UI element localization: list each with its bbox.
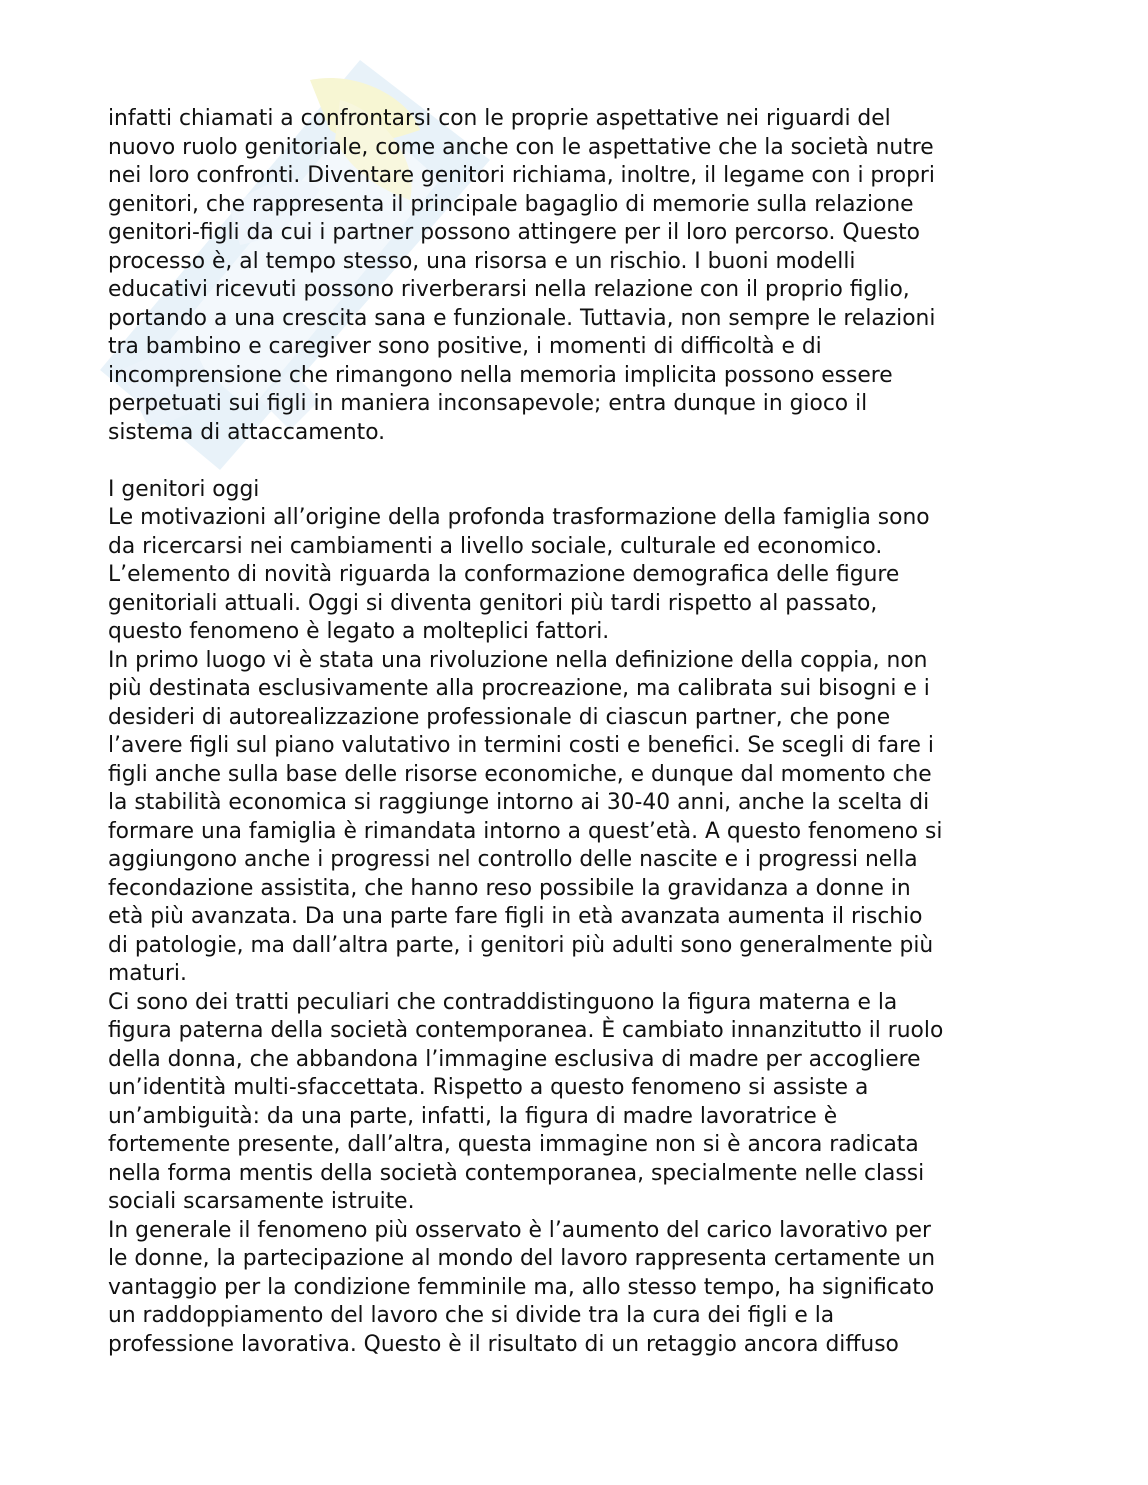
text-line: un’ambiguità: da una parte, infatti, la figura di madre lavoratrice è bbox=[108, 1103, 838, 1129]
text-line: In generale il fenomeno più osservato è l’aumento del carico lavorativo per bbox=[108, 1217, 932, 1243]
text-line: L’elemento di novità riguarda la conformazione demografica delle figure bbox=[108, 562, 900, 587]
text-line: perpetuati sui figli in maniera inconsapevole; entra dunque in gioco il bbox=[108, 391, 868, 416]
paragraph-couple bbox=[108, 647, 1068, 989]
text-line: fortemente presente, dall’altra, questa immagine non si è ancora radicata bbox=[108, 1132, 919, 1157]
text-line: le donne, la partecipazione al mondo del lavoro rappresenta certamente un bbox=[108, 1246, 936, 1271]
text-line: incomprensione che rimangono nella memoria implicita possono essere bbox=[108, 362, 893, 388]
text-line: la stabilità economica si raggiunge intorno ai 30-40 anni, anche la scelta di bbox=[108, 790, 930, 815]
text-line: un raddoppiamento del lavoro che si divide tra la cura dei figli e la bbox=[108, 1303, 835, 1328]
paragraph-workload bbox=[108, 1217, 1068, 1360]
text-line: tra bambino e caregiver sono positive, i momenti di difficoltà e di bbox=[108, 334, 822, 359]
text-line: vantaggio per la condizione femminile ma, allo stesso tempo, ha significato bbox=[108, 1274, 935, 1300]
text-line: genitoriali attuali. Oggi si diventa genitori più tardi rispetto al passato, bbox=[108, 590, 878, 616]
text-line: professione lavorativa. Questo è il risultato di un retaggio ancora diffuso bbox=[108, 1331, 899, 1357]
text-line: da ricercarsi nei cambiamenti a livello sociale, culturale ed economico. bbox=[108, 533, 883, 559]
paragraph-roles bbox=[108, 989, 1068, 1217]
document-body bbox=[108, 105, 1068, 1359]
text-line: nuovo ruolo genitoriale, come anche con le aspettative che la società nutre bbox=[108, 134, 934, 160]
text-line: Le motivazioni all’origine della profonda trasformazione della famiglia sono bbox=[108, 505, 930, 530]
text-line: maturi. bbox=[108, 961, 187, 986]
text-line: della donna, che abbandona l’immagine esclusiva di madre per accogliere bbox=[108, 1046, 921, 1072]
paragraph-intro bbox=[108, 105, 1068, 447]
text-line: età più avanzata. Da una parte fare figli in età avanzata aumenta il rischio bbox=[108, 904, 923, 929]
text-line: educativi ricevuti possono riverberarsi nella relazione con il proprio figlio, bbox=[108, 277, 910, 302]
text-line: desideri di autorealizzazione professionale di ciascun partner, che pone bbox=[108, 704, 891, 730]
text-line: questo fenomeno è legato a molteplici fattori. bbox=[108, 619, 610, 644]
paragraph-spacer bbox=[108, 447, 1068, 476]
text-line: figura paterna della società contemporanea. È cambiato innanzitutto il ruolo bbox=[108, 1018, 944, 1043]
text-line: un’identità multi-sfaccettata. Rispetto a questo fenomeno si assiste a bbox=[108, 1075, 869, 1100]
text-line: nei loro confronti. Diventare genitori richiama, inoltre, il legame con i propri bbox=[108, 163, 935, 188]
text-line: infatti chiamati a confrontarsi con le proprie aspettative nei riguardi del bbox=[108, 106, 891, 131]
text-line: aggiungono anche i progressi nel controllo delle nascite e i progressi nella bbox=[108, 847, 918, 872]
text-line: genitori-figli da cui i partner possono attingere per il loro percorso. Questo bbox=[108, 220, 920, 245]
text-line: nella forma mentis della società contemporanea, specialmente nelle classi bbox=[108, 1160, 925, 1186]
text-line: formare una famiglia è rimandata intorno a quest’età. A questo fenomeno si bbox=[108, 818, 943, 844]
text-line: fecondazione assistita, che hanno reso possibile la gravidanza a donne in bbox=[108, 875, 911, 901]
text-line: sistema di attaccamento. bbox=[108, 419, 386, 445]
text-line: di patologie, ma dall’altra parte, i genitori più adulti sono generalmente più bbox=[108, 932, 934, 958]
text-line: più destinata esclusivamente alla procreazione, ma calibrata sui bisogni e i bbox=[108, 676, 930, 701]
text-line: portando a una crescita sana e funzionale. Tuttavia, non sempre le relazioni bbox=[108, 305, 936, 331]
text-line: processo è, al tempo stesso, una risorsa e un rischio. I buoni modelli bbox=[108, 248, 856, 274]
text-line: l’avere figli sul piano valutativo in termini costi e benefici. Se scegli di fare i bbox=[108, 733, 934, 758]
text-line: In primo luogo vi è stata una rivoluzione nella definizione della coppia, non bbox=[108, 647, 928, 673]
section-heading: I genitori oggi bbox=[108, 476, 260, 502]
text-line: sociali scarsamente istruite. bbox=[108, 1189, 415, 1214]
text-line: Ci sono dei tratti peculiari che contraddistinguono la figura materna e la bbox=[108, 989, 898, 1015]
text-line: genitori, che rappresenta il principale bagaglio di memorie sulla relazione bbox=[108, 191, 914, 217]
paragraph-motivations bbox=[108, 504, 1068, 647]
text-line: figli anche sulla base delle risorse economiche, e dunque dal momento che bbox=[108, 761, 932, 787]
